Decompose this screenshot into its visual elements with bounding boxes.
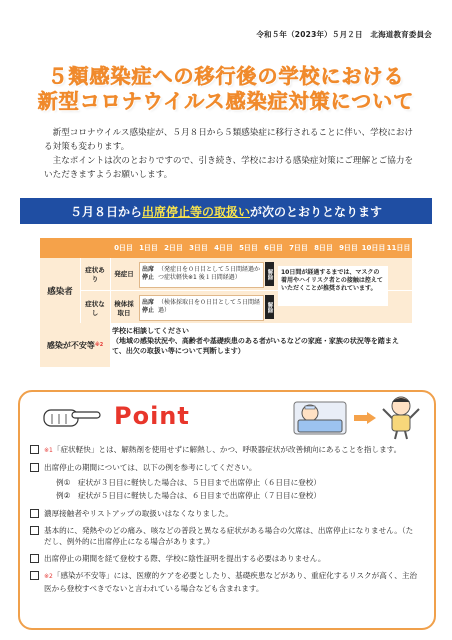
- day-label: 4日目: [214, 244, 233, 252]
- symptom-yes-label: 症状あり: [85, 266, 105, 283]
- day-label: 3日目: [189, 244, 208, 252]
- suspension-label-row1: 出席停止: [142, 266, 155, 281]
- attendance-banner: [20, 198, 432, 224]
- point-item-text: 「症状軽快」とは、解熱剤を使用せずに解熱し、かつ、呼吸器症状が改善傾向にあることを指します。: [52, 445, 402, 454]
- suspension-label-row2: 出席停止: [142, 299, 155, 314]
- sample-day-label: 検体採取日: [114, 300, 134, 317]
- point-item: [30, 570, 420, 594]
- point-item: [30, 525, 420, 548]
- suspension-note-row1: （発症日を０日目として５日間経過かつ症状軽快※1 後１日間経過）: [158, 266, 261, 281]
- banner-pre: ５月８日から: [69, 204, 142, 219]
- footnote-ref: ※2: [44, 573, 53, 580]
- issue-date-line: 令和５年（2023年）５月２日 北海道教育委員会: [256, 30, 432, 39]
- anxious-text: [112, 326, 412, 356]
- release-marker-row2: 解除: [265, 295, 274, 319]
- pointing-hand-icon: [42, 402, 102, 432]
- checkbox-icon: [30, 526, 39, 535]
- point-item-text: 出席停止の期間については、以下の例を参考にしてください。: [44, 463, 257, 472]
- day-label: 9日目: [339, 244, 358, 252]
- day-label: 2日目: [164, 244, 183, 252]
- example-line: 例① 症状が３日目に軽快した場合は、５日目まで出席停止（６日目に登校）: [56, 477, 321, 487]
- checkbox-icon: [30, 571, 39, 580]
- sick-child-in-bed-icon: [290, 396, 350, 438]
- anxious-ref: ※2: [94, 342, 104, 348]
- suspension-note-row2: （検体採取日を０日目として５日間経過）: [158, 299, 261, 314]
- point-item: [30, 553, 420, 565]
- onset-day-label: 発症日: [114, 270, 134, 278]
- banner-post: が次のとおりとなります: [250, 204, 383, 219]
- anxious-text-detail: （地域の感染状況や、高齢者や基礎疾患のある者がいるなどの家庭・家族の状況等を踏まえて、出欠の取扱い等について判断します）: [112, 337, 399, 355]
- intro-text-2: 主なポイントは次のとおりですので、引き続き、学校における感染症対策にご理解とご協力をいただきますようお願いします。: [44, 156, 414, 180]
- day-label: 1日目: [139, 244, 158, 252]
- point-item-text: 濃厚接触者やリストアップの取扱いはなくなりました。: [44, 508, 233, 518]
- day-label: 8日目: [314, 244, 333, 252]
- intro-paragraph-1: [44, 126, 414, 154]
- intro-text-1: 新型コロナウイルス感染症が、５月８日から５類感染症に移行されることに伴い、学校における対策も変わります。: [44, 128, 414, 152]
- release-marker-row1: 解除: [265, 262, 274, 286]
- table-header-blank: [40, 238, 110, 258]
- day-label: 5日目: [239, 244, 258, 252]
- checkbox-icon: [30, 463, 39, 472]
- anxious-label-cell: [40, 323, 110, 367]
- page-title-line1: ５類感染症への移行後の学校における: [47, 64, 405, 88]
- after-note-text: 10日間が経過するまでは、マスクの着用やハイリスク者との接触は控えていただくことが推奨されています。: [281, 269, 383, 292]
- point-list: [30, 444, 420, 600]
- point-item-text: 出席停止の期間を経て登校する際、学校に陰性証明を提出する必要はありません。: [44, 554, 326, 563]
- day-header-row: [110, 238, 412, 258]
- checkbox-icon: [30, 554, 39, 563]
- day-label: 11日目: [386, 244, 411, 252]
- point-item: [30, 462, 420, 474]
- day-label: 6日目: [264, 244, 283, 252]
- checkbox-icon: [30, 509, 39, 518]
- footnote-ref: ※1: [44, 447, 53, 454]
- intro-paragraph-2: [44, 154, 414, 182]
- anxious-label: 感染が不安等: [46, 340, 95, 350]
- point-item-text: 基本的に、発熱やのどの痛み、咳などの普段と異なる症状がある場合の欠席は、出席停止になりません。（ただし、例外的に出席停止になる場合があります。）: [44, 525, 414, 546]
- point-title: Point: [114, 402, 190, 430]
- symptom-no-label: 症状なし: [85, 300, 105, 317]
- point-item: [30, 444, 420, 457]
- banner-highlight: 出席停止等の取扱い: [141, 204, 250, 219]
- checkbox-icon: [30, 445, 39, 454]
- divider: [110, 258, 111, 323]
- healthy-child-icon: [380, 394, 422, 440]
- day-label: 10日目: [361, 244, 386, 252]
- day-label: 7日目: [289, 244, 308, 252]
- example-line: 例② 症状が５日目に軽快した場合は、６日目まで出席停止（７日目に登校）: [56, 491, 321, 500]
- page-title-line2: 新型コロナウイルス感染症対策について: [37, 89, 415, 113]
- day-label: 0日目: [114, 244, 133, 252]
- point-item-text: 「感染が不安等」には、医療的ケアを必要としたり、基礎疾患などがあり、重症化するリスクが高く、主治医から登校すべきでないと言われている場合なども含まれます。: [44, 571, 418, 593]
- arrow-right-icon: [354, 412, 376, 424]
- infected-label: 感染者: [47, 286, 73, 297]
- point-item: [30, 508, 420, 520]
- anxious-text-main: 学校に相談してください: [112, 327, 189, 335]
